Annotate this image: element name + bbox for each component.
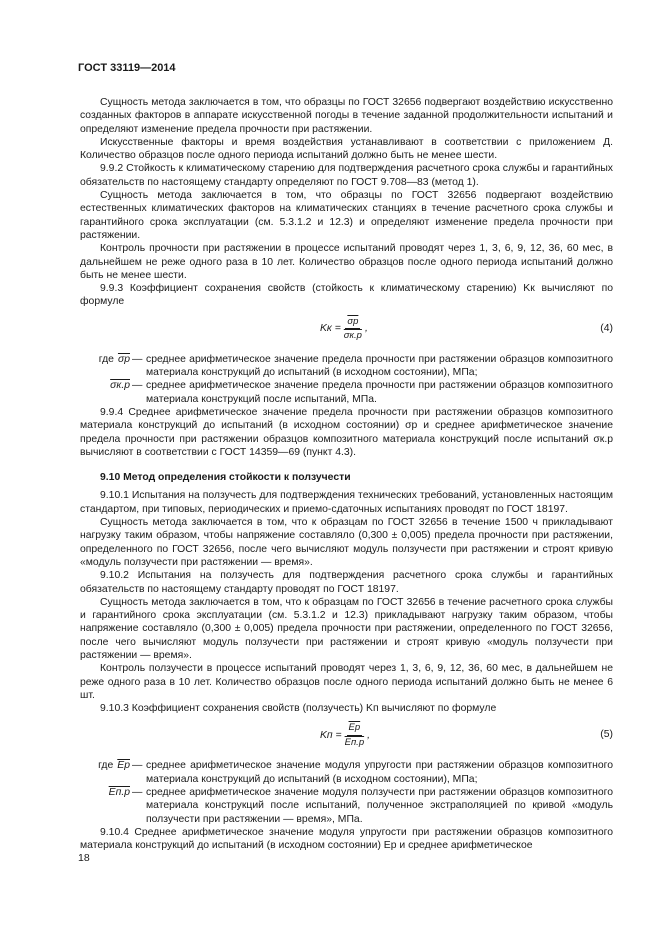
where-row — [80, 786, 613, 826]
formula-4-expression — [320, 315, 368, 343]
where-text: среднее арифметическое значение предела прочности при растяжении образцов композитного материала конструкций до испытаний (в исходном состоянии), МПа; — [146, 353, 613, 379]
formula-4-numerator: σр — [345, 315, 360, 329]
formula-5-denominator: Eп.р — [344, 736, 365, 748]
where-dash: — — [132, 353, 143, 365]
paragraph: Сущность метода заключается в том, что к образцам по ГОСТ 32656 в течение 1500 ч прикладывают нагрузку таким образом, чтобы напряжение составляло (0,300 ± 0,005) предела прочности при растяжении, определенного по ГОСТ 32656, после чего вычисляют модуль ползучести при растяжении и строят кривую «модуль ползучести при растяжении — время». — [80, 517, 613, 568]
where-symbol — [80, 786, 130, 826]
paragraph: Сущность метода заключается в том, что образцы по ГОСТ 32656 подвергают воздействию естественных климатических факторов на климатических станциях в течение расчетного срока службы и гарантийного срока эксплуатации (см. 5.3.1.2 и 12.3) и определяют изменение предела прочности при растяжении. — [80, 190, 613, 241]
paragraph-9-9-4: 9.9.4 Среднее арифметическое значение предела прочности при растяжении образцов композитного материала конструкций до испытаний (в исходном состоянии) σр и среднее арифметическое значение предела прочности при растяжении образцов композитного материала конструкций после испытаний σк.р вычисляют в соответствии с ГОСТ 14359—69 (пункт 4.3). — [80, 406, 613, 458]
formula-4-fraction — [344, 315, 362, 343]
where-symbol-text: σр — [117, 353, 130, 365]
where-lead: где — [98, 760, 114, 772]
page-number: 18 — [78, 852, 90, 864]
document-body — [80, 96, 613, 853]
where-lead: где — [98, 353, 114, 365]
formula-5-numerator: Eр — [347, 721, 363, 735]
paragraphs-group-a — [80, 96, 613, 309]
formula-5-expression — [320, 721, 370, 749]
paragraph: 9.9.3 Коэффициент сохранения свойств (стойкость к климатическому старению) Kк вычисляют по формуле — [80, 283, 613, 308]
where-row — [80, 379, 613, 406]
where-dash: — — [132, 380, 143, 392]
formula-4 — [80, 313, 613, 347]
paragraph: 9.10.3 Коэффициент сохранения свойств (ползучесть) Kп вычисляют по формуле — [100, 703, 497, 715]
where-dash: — — [132, 760, 143, 772]
where-symbol-text: σк.р — [110, 380, 130, 392]
paragraph: Сущность метода заключается в том, что к образцам по ГОСТ 32656 в течение расчетного срока службы и гарантийного срока эксплуатации (см. 5.3.1.2 и 12.3) прикладывают нагрузку таким образом, чтобы напряжение составляло (0,300 ± 0,005) предела прочности при растяжении, определенного по ГОСТ 32656, после чего вычисляют модуль ползучести при растяжении и строят кривую «модуль ползучести при растяжении — время». — [80, 596, 613, 661]
paragraph: Искусственные факторы и время воздействия устанавливают в соответствии с приложением Д. Количество образцов после одного периода испытаний должно быть не менее шести. — [80, 136, 613, 162]
formula-5-fraction — [345, 721, 365, 749]
where-symbol — [80, 379, 130, 406]
where-row — [80, 353, 613, 380]
formula-5 — [80, 719, 613, 753]
paragraph: Сущность метода заключается в том, что образцы по ГОСТ 32656 подвергают воздействию искусственно созданных факторов в аппарате искусственной погоды в течение заданной продолжительности испытаний и определяют изменение предела прочности при растяжении. — [80, 97, 613, 135]
paragraph: 9.10.2 Испытания на ползучесть для подтверждения расчетного срока службы и гарантийных обязательств по настоящему стандарту проводят по ГОСТ 18197. — [80, 570, 613, 595]
formula-5-lhs: Kп = — [320, 729, 342, 741]
where-dash: — — [132, 787, 143, 799]
formula-4-tail: , — [364, 322, 368, 334]
formula-4-lhs: Kк = — [320, 322, 341, 334]
formula-5-tail: , — [367, 729, 370, 741]
paragraphs-group-b — [80, 489, 613, 715]
formula-4-number: (4) — [600, 322, 613, 334]
paragraph: 9.10.1 Испытания на ползучесть для подтверждения технических требований, установленных настоящим стандартом, при типовых, периодических и приемо-сдаточных испытаниях проводят по ГОСТ 18197. — [80, 490, 613, 515]
where-text: среднее арифметическое значение модуля упругости при растяжении образцов композитного материала конструкций до испытаний (в исходном состоянии), МПа; — [146, 760, 613, 785]
section-heading-9-10: 9.10 Метод определения стойкости к ползучести — [100, 472, 351, 484]
where-block-5 — [80, 759, 613, 825]
where-text: среднее арифметическое значение модуля ползучести при растяжении образцов композитного материала конструкций после испытаний, полученное экстраполяцией по кривой «модуль ползучести при растяжении — время», МПа. — [146, 787, 613, 825]
paragraph: 9.9.2 Стойкость к климатическому старению для подтверждения расчетного срока службы и гарантийных обязательств по настоящему стандарту определяют по ГОСТ 9.708—83 (метод 1). — [80, 163, 613, 188]
where-symbol — [80, 353, 130, 380]
standard-header: ГОСТ 33119—2014 — [78, 62, 176, 74]
paragraph: Контроль ползучести в процессе испытаний проводят через 1, 3, 6, 9, 12, 36, 60 мес, в дальнейшем не реже одного раза в 10 лет. Количество образцов после одного периода испытаний должно быть не менее 6 шт. — [80, 663, 613, 701]
where-text: среднее арифметическое значение предела прочности при растяжении образцов композитного материала конструкций после испытаний, МПа. — [146, 380, 613, 405]
paragraph-9-10-4: 9.10.4 Среднее арифметическое значение модуля упругости при растяжении образцов композитного материала конструкций до испытаний (в исходном состоянии) Eр и среднее арифметическое — [80, 826, 613, 852]
where-symbol-text: Eр — [117, 760, 130, 772]
formula-4-denominator: σк.р — [343, 330, 362, 342]
where-block-4 — [80, 353, 613, 406]
where-symbol — [80, 759, 130, 786]
where-row — [80, 759, 613, 786]
where-symbol-text: Eп.р — [108, 787, 130, 799]
formula-5-number: (5) — [600, 729, 613, 741]
paragraph: Контроль прочности при растяжении в процессе испытаний проводят через 1, 3, 6, 9, 12, 36, 60 мес, в дальнейшем не реже одного раза в 10 лет. Количество образцов после одного периода испытаний должно быть не менее шести. — [80, 243, 613, 281]
